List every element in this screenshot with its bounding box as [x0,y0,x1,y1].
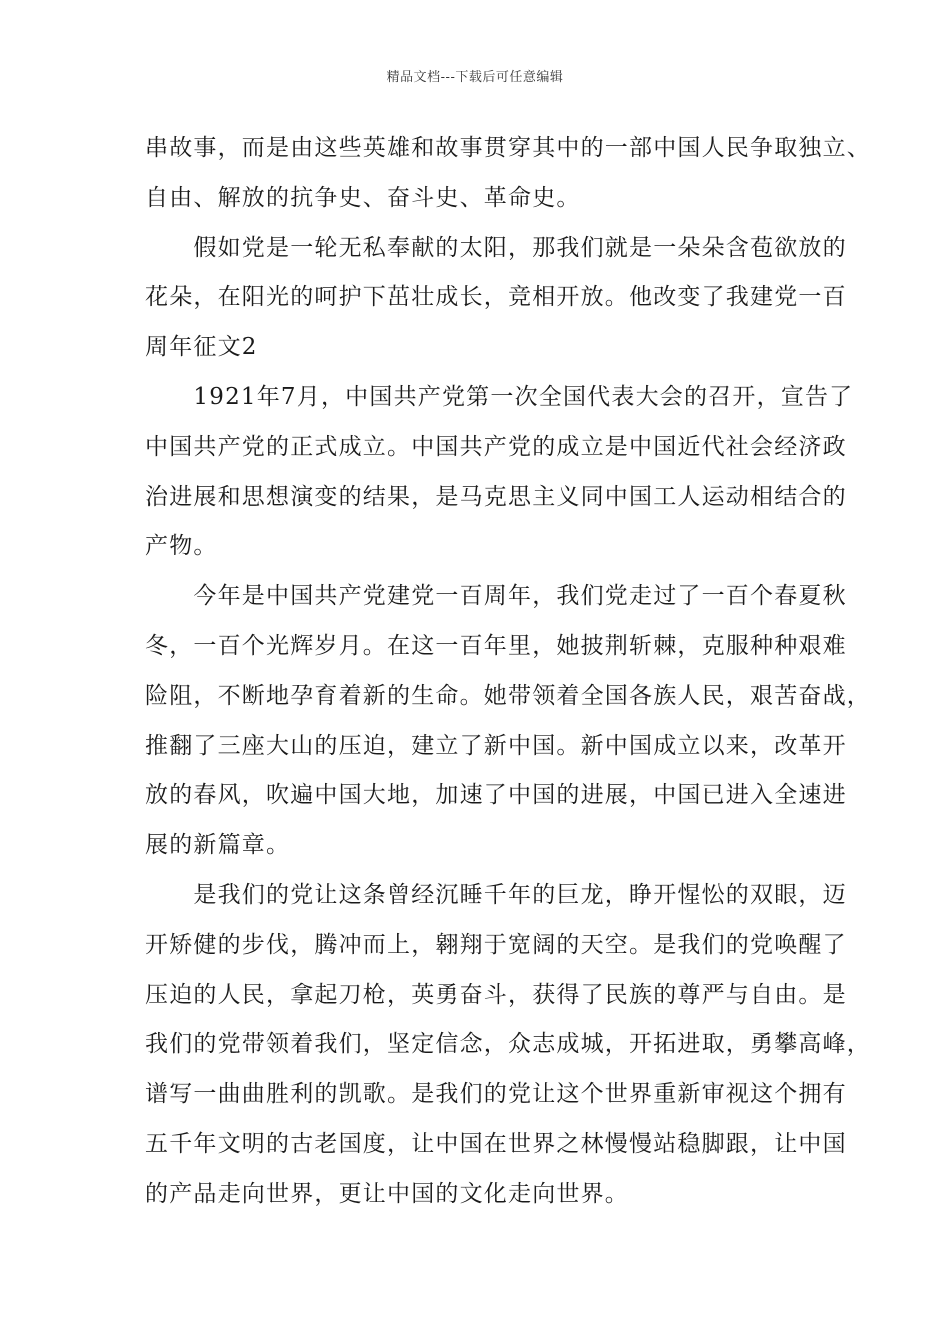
text-line: 我们的党带领着我们，坚定信念，众志成城，开拓进取，勇攀高峰， [145,1031,871,1058]
text-line: 花朵，在阳光的呵护下茁壮成长，竞相开放。他改变了我建党一百 [145,284,847,311]
text-line: 产物。 [145,533,218,560]
text-line: 1921年7月，中国共产党第一次全国代表大会的召开，宣告了 [145,383,854,410]
text-line: 险阻，不断地孕育着新的生命。她带领着全国各族人民，艰苦奋战， [145,682,871,709]
text-line: 中国共产党的正式成立。中国共产党的成立是中国近代社会经济政 [145,433,847,460]
text-line: 放的春风，吹遍中国大地，加速了中国的进展，中国已进入全速进 [145,782,847,809]
text-line: 五千年文明的古老国度，让中国在世界之林慢慢站稳脚跟，让中国 [145,1130,847,1157]
text-line: 展的新篇章。 [145,832,291,859]
text-line: 冬，一百个光辉岁月。在这一百年里，她披荆斩棘，克服种种艰难 [145,632,847,659]
text-line: 开矫健的步伐，腾冲而上，翱翔于宽阔的天空。是我们的党唤醒了 [145,931,847,958]
text-line: 治进展和思想演变的结果，是马克思主义同中国工人运动相结合的 [145,483,847,510]
page-header: 精品文档---下载后可任意编辑 [386,70,564,85]
text-line: 是我们的党让这条曾经沉睡千年的巨龙，睁开惺忪的双眼，迈 [145,881,847,908]
text-line: 谱写一曲曲胜利的凯歌。是我们的党让这个世界重新审视这个拥有 [145,1081,847,1108]
text-line: 推翻了三座大山的压迫，建立了新中国。新中国成立以来，改革开 [145,732,847,759]
text-line: 的产品走向世界，更让中国的文化走向世界。 [145,1180,629,1207]
text-line: 串故事，而是由这些英雄和故事贯穿其中的一部中国人民争取独立、 [145,135,871,161]
body-text [145,124,871,1220]
text-line: 自由、解放的抗争史、奋斗史、革命史。 [145,184,581,211]
text-line: 周年征文2 [145,334,258,361]
text-line: 压迫的人民，拿起刀枪，英勇奋斗，获得了民族的尊严与自由。是 [145,981,847,1008]
text-line: 今年是中国共产党建党一百周年，我们党走过了一百个春夏秋 [145,583,847,610]
text-line: 假如党是一轮无私奉献的太阳，那我们就是一朵朵含苞欲放的 [145,234,847,261]
